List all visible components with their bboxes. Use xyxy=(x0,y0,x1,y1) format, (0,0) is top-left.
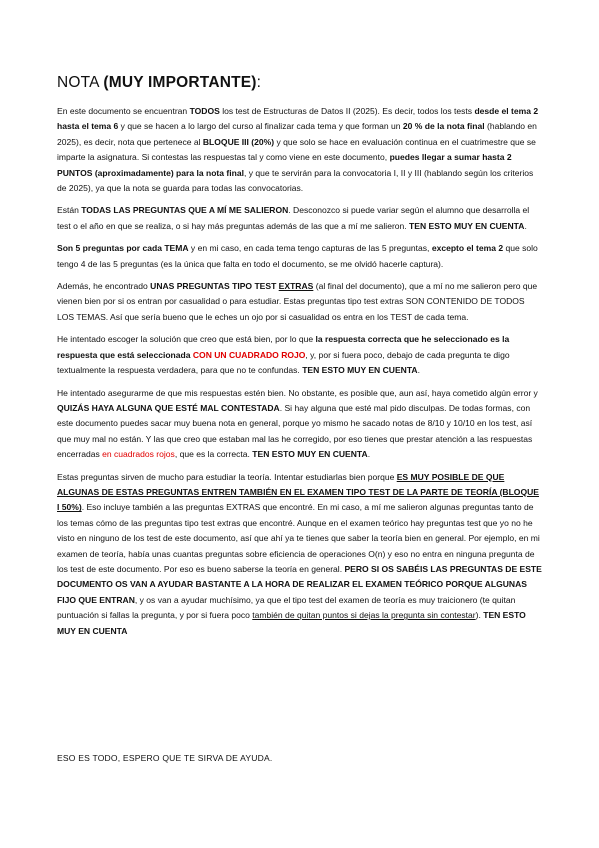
paragraph-5 xyxy=(57,332,543,378)
text-run: He intentado asegurarme de que mis respuestas estén bien. No obstante, es posible que, aun así, haya cometido algún error y xyxy=(57,387,538,398)
document-body xyxy=(57,104,543,646)
text-run: (hablando en 2025), es decir, nota que pertenece al xyxy=(57,121,537,147)
text-run: 20 % de la nota final xyxy=(402,121,485,132)
text-run: Estas preguntas sirven de mucho para estudiar la teoría. Intentar estudiarlas bien porque xyxy=(57,471,397,482)
paragraph-1 xyxy=(57,104,543,196)
paragraph-2 xyxy=(57,203,543,234)
text-run: TEN ESTO MUY EN CUENTA xyxy=(57,610,526,636)
paragraph-6 xyxy=(57,386,543,463)
text-run: . Desconozco si puede variar según el alumno que desarrolla el test o el año en que se realiza, o si hay más preguntas además de las que a mí me salieron. xyxy=(57,205,530,231)
text-run: TEN ESTO MUY EN CUENTA xyxy=(409,220,525,231)
paragraph-7 xyxy=(57,470,543,639)
paragraph-3 xyxy=(57,241,543,272)
text-run: Están xyxy=(57,205,82,216)
text-run: y en mi caso, en cada tema tengo capturas de las 5 preguntas, xyxy=(188,243,432,254)
text-run: puedes llegar a sumar hasta 2 PUNTOS (aproximadamente) para la nota final xyxy=(57,152,512,178)
page-title xyxy=(57,74,261,92)
text-run: que solo tengo 4 de las 5 preguntas (es la única que falta en todo el documento, se me olvidó hacerle captura). xyxy=(57,243,538,269)
text-run: EXTRAS xyxy=(278,281,314,292)
text-run: y que solo se hace en evaluación continua en el cuatrimestre que se imparte la asignatura. Si contestas las respuestas tal y como viene en este documento, xyxy=(57,136,536,163)
text-run: ). xyxy=(475,610,484,621)
text-run: , que es la correcta. xyxy=(174,449,253,460)
text-run: QUIZÁS HAYA ALGUNA QUE ESTÉ MAL CONTESTADA xyxy=(57,402,280,413)
text-run: TEN ESTO MUY EN CUENTA xyxy=(302,365,418,376)
text-run: los test de Estructuras de Datos II (2025). Es decir, todos los tests xyxy=(219,106,475,116)
text-run: , y os van a ayudar muchísimo, ya que el tipo test del examen de teoría es muy traicionero (te quitan puntuación si fallas la pregunta, y por si fuera poco xyxy=(57,594,516,621)
text-run: PERO SI OS SABÉIS LAS PREGUNTAS DE ESTE DOCUMENTO OS VAN A AYUDAR BASTANTE A LA HORA DE REALIZAR EL EXAMEN TEÓRICO PORQUE ALGUNAS FIJO QUE ENTRAN xyxy=(57,563,542,605)
text-run: UNAS PREGUNTAS TIPO TEST xyxy=(150,281,279,292)
closing-line: ESO ES TODO, ESPERO QUE TE SIRVA DE AYUDA. xyxy=(57,753,273,763)
text-run: , y que te servirán para la convocatoria I, II y III (hablando según los criterios de 2025), ya que la nota se guarda para todas las convocatorias. xyxy=(57,167,534,194)
text-run: . Si hay alguna que esté mal pido disculpas. De todas formas, con este documento puedes sacar muy buena nota en general, porque yo mismo he sacado notas de 8/10 y 10/10 en los test, así que muy mal no están. Y las que creo que estaban mal las he corregido, por eso tienes que prestar atención a las respuestas encerradas xyxy=(57,402,533,460)
text-run: . xyxy=(367,449,371,460)
text-run: Son 5 preguntas por cada TEMA xyxy=(57,243,189,254)
title-plain: NOTA xyxy=(57,74,104,91)
text-run: en cuadrados rojos xyxy=(102,449,175,460)
text-run: . Eso incluye también a las preguntas EXTRAS que encontré. En mi caso, a mí me salieron algunas preguntas tanto de los temas cómo de las preguntas tipo test extras que encontré. Aunque en el examen teórico hay preguntas test que yo no he visto en ninguno de los test de este documento, así que ahí ya te tienes que saber la teoría bien en general. Por ejemplo, en mi examen de teoría, había unas cuantas preguntas sobre eficiencia de operaciones O(n) y eso no entra en ninguna pregunta de los test de este documento. Por eso es bueno saberse la teoría en general. xyxy=(57,502,540,574)
text-run: ES MUY POSIBLE DE QUE ALGUNAS DE ESTAS PREGUNTAS ENTREN TAMBIÉN EN EL EXAMEN TIPO TEST DE LA PARTE DE TEORÍA (BLOQUE I 50%) xyxy=(57,471,539,513)
text-run: TODAS LAS PREGUNTAS QUE A MÍ ME SALIERON xyxy=(81,205,289,216)
title-colon: : xyxy=(256,74,262,91)
text-run: . xyxy=(524,220,527,231)
title-bold: (MUY IMPORTANTE) xyxy=(103,74,257,91)
text-run: He intentado escoger la solución que creo que está bien, por lo que xyxy=(57,334,316,345)
text-run: la respuesta correcta que he seleccionado es la respuesta que está seleccionada xyxy=(57,334,510,360)
text-run: TODOS xyxy=(189,106,220,116)
text-run: En este documento se encuentran xyxy=(57,106,190,116)
text-run: excepto el tema 2 xyxy=(431,243,504,254)
text-run: BLOQUE III (20%) xyxy=(202,136,275,147)
paragraph-4 xyxy=(57,279,543,325)
text-run: desde el tema 2 hasta el tema 6 xyxy=(57,106,539,132)
text-run: también de quitan puntos si dejas la pregunta sin contestar xyxy=(252,610,476,621)
text-run: CON UN CUADRADO ROJO xyxy=(192,349,306,360)
text-run: TEN ESTO MUY EN CUENTA xyxy=(252,449,368,460)
text-run: , y, por si fuera poco, debajo de cada pregunta te digo textualmente la respuesta verdadera, para que no te confundas. xyxy=(57,349,510,376)
text-run: Además, he encontrado xyxy=(57,281,151,292)
text-run: (al final del documento), que a mí no me salieron pero que vienen bien por si os entran por casualidad o para estudiar. Estas preguntas tipo test extras SON CONTENIDO DE TODOS LOS TEMAS. Así que sería bueno que le eches un ojo por si casualidad os entra en los TEST de cada tema. xyxy=(57,281,538,322)
text-run: y que se hacen a lo largo del curso al finalizar cada tema y que forman un xyxy=(118,121,403,132)
text-run: . xyxy=(417,365,420,376)
